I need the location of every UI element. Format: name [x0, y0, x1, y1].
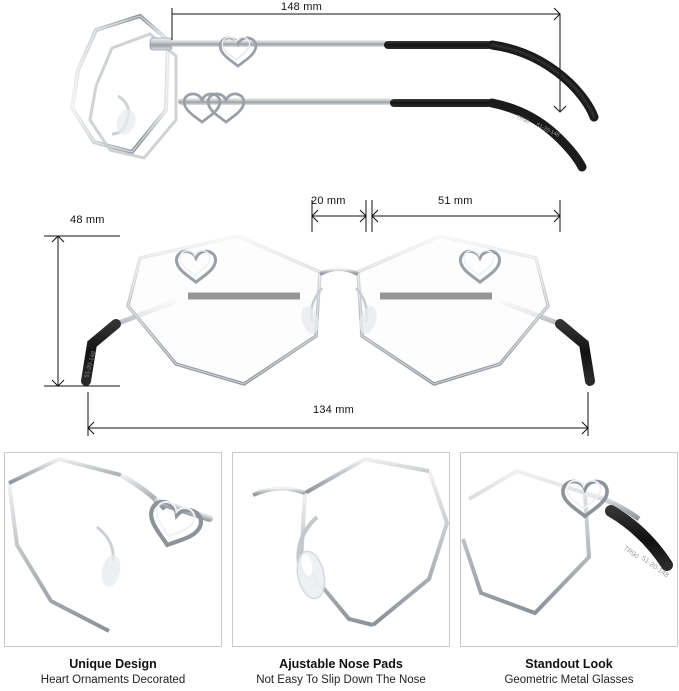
panel-title-nose-pads: Ajustable Nose Pads [279, 657, 403, 671]
hinge [150, 38, 172, 50]
right-lens-rim-behind [90, 34, 176, 158]
left-lens [128, 236, 320, 384]
panel-subtitle-standout-look: Geometric Metal Glasses [504, 674, 634, 686]
left-temple-engraving: 51-20-148 [84, 350, 98, 379]
temple-arm-lower [178, 94, 582, 167]
panel-title-standout-look: Standout Look [525, 657, 613, 671]
right-lens [358, 236, 548, 384]
dimension-label-lens-width: 51 mm [438, 195, 473, 207]
panel-image-nose-pads-closeup [232, 452, 450, 647]
panel-subtitle-unique-design: Heart Ornaments Decorated [40, 674, 186, 686]
dimension-label-temple-length: 148 mm [281, 1, 322, 13]
feature-panel-unique-design [4, 452, 222, 691]
front-view-glasses [0, 196, 679, 446]
temple-engraving-size: 51-20-148 [535, 122, 561, 139]
temple-arm-upper [170, 37, 594, 117]
temple-engraving-model: TR90 [515, 114, 530, 126]
panel-image-geometric-frame-closeup [460, 452, 678, 647]
feature-panels [0, 452, 679, 691]
heart-ornament-closeup [143, 498, 204, 553]
nose-pad-group [112, 96, 139, 137]
dimension-label-bridge: 20 mm [311, 195, 346, 207]
panel-title-unique-design: Unique Design [69, 657, 157, 671]
svg-text:51-20-148: 51-20-148 [639, 554, 670, 580]
folded-glasses-illustration [0, 0, 679, 210]
panel-image-temple-heart-ornament-closeup [4, 452, 222, 647]
panel-subtitle-nose-pads: Not Easy To Slip Down The Nose [256, 674, 426, 686]
dimension-line-lens-height [44, 236, 120, 386]
dimension-label-frame-width: 134 mm [313, 404, 354, 416]
feature-panel-nose-pads [232, 452, 450, 691]
feature-panel-standout-look [460, 452, 678, 691]
bridge [320, 269, 358, 274]
folded-glasses-side-view [0, 0, 679, 210]
svg-text:TR90: TR90 [621, 544, 640, 561]
dimension-label-lens-height: 48 mm [70, 214, 105, 226]
